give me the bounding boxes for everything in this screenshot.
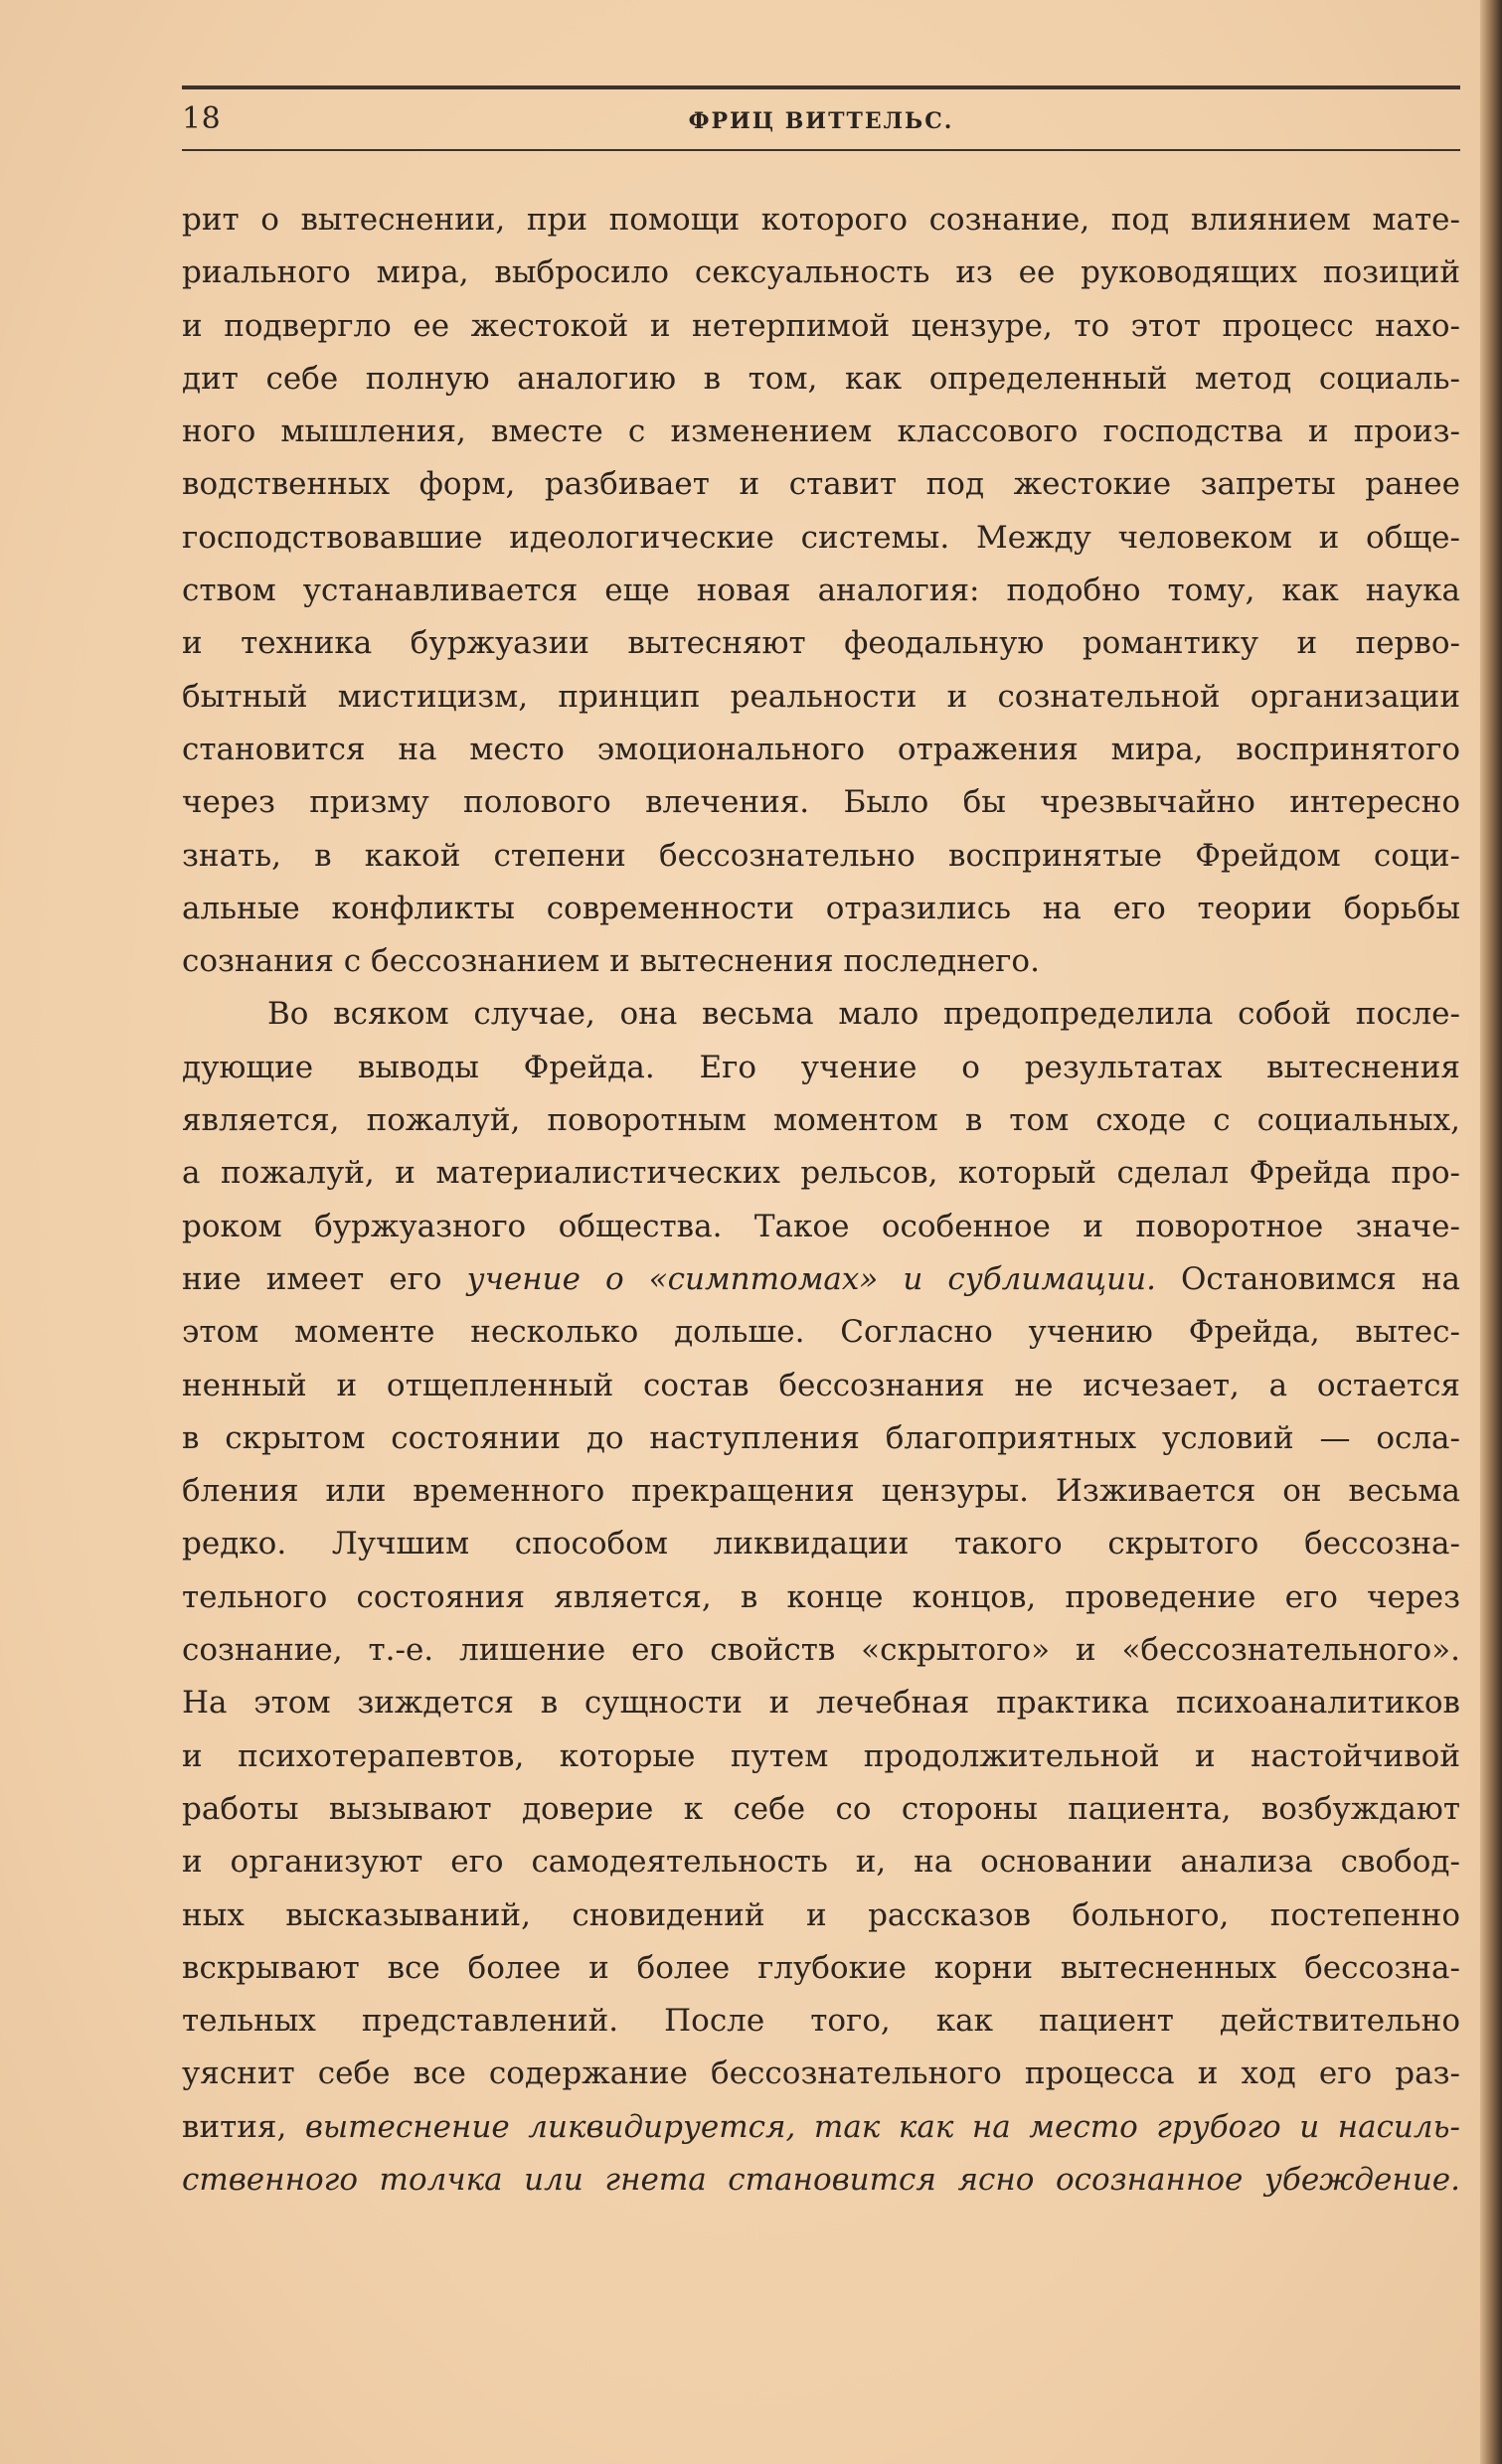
text-line: становится на место эмоционального отражения мира, воспринятого	[182, 731, 1460, 767]
text-line: роком буржуазного общества. Такое особенное и поворотное значе-	[182, 1208, 1460, 1244]
text-line: и техника буржуазии вытесняют феодальную романтику и перво-	[182, 625, 1460, 662]
text-line: Во всяком случае, она весьма мало предопределила собой после-	[267, 996, 1460, 1033]
text-line: дующие выводы Фрейда. Его учение о результатах вытеснения	[182, 1049, 1460, 1085]
text-line: а пожалуй, и материалистических рельсов, который сделал Фрейда про-	[182, 1155, 1460, 1192]
text-line: дит себе полную аналогию в том, как определенный метод социаль-	[182, 360, 1460, 397]
text-line: и организуют его самодеятельность и, на основании анализа свобод-	[182, 1844, 1460, 1881]
italic-phrase: вытеснение ликвидируется, так как на место грубого и насиль-	[304, 2108, 1460, 2145]
text-line: бления или временного прекращения цензуры. Изживается он весьма	[182, 1473, 1460, 1510]
text-line: уяснит себе все содержание бессознательного процесса и ход его раз-	[182, 2055, 1460, 2092]
italic-phrase: учение о «симптомах» и сублимации.	[466, 1260, 1156, 1297]
text-line: альные конфликты современности отразились на его теории борьбы	[182, 890, 1460, 926]
paragraph-1	[182, 194, 1460, 988]
text-line: тельного состояния является, в конце концов, проведение его через	[182, 1578, 1460, 1615]
text-line: этом моменте несколько дольше. Согласно учению Фрейда, вытес-	[182, 1314, 1460, 1351]
body-text	[182, 194, 1460, 2207]
text-line: ных высказываний, сновидений и рассказов больного, постепенно	[182, 1896, 1460, 1933]
text-line: в скрытом состоянии до наступления благоприятных условий — осла-	[182, 1419, 1460, 1456]
text-line: бытный мистицизм, принцип реальности и сознательной организации	[182, 678, 1460, 715]
text-line: вскрывают все более и более глубокие корни вытесненных бессозна-	[182, 1949, 1460, 1986]
running-head: ФРИЦ ВИТТЕЛЬС.	[688, 108, 954, 134]
text-line: ненный и отщепленный состав бессознания не исчезает, а остается	[182, 1367, 1460, 1403]
italic-phrase: ственного толчка или гнета становится ясно осознанное убеждение.	[182, 2161, 1460, 2198]
text-line: На этом зиждется в сущности и лечебная практика психоаналитиков	[182, 1685, 1460, 1722]
text-line: является, пожалуй, поворотным моментом в том сходе с социальных,	[182, 1102, 1460, 1139]
text-line: через призму полового влечения. Было бы чрезвычайно интересно	[182, 784, 1460, 821]
text-line: ного мышления, вместе с изменением классового господства и произ-	[182, 413, 1460, 450]
text-line: рит о вытеснении, при помощи которого сознание, под влиянием мате-	[182, 202, 1460, 238]
paragraph-2	[182, 988, 1460, 2207]
text-line: тельных представлений. После того, как пациент действительно	[182, 2003, 1460, 2040]
text-line: ством устанавливается еще новая аналогия: подобно тому, как наука	[182, 573, 1460, 609]
text-line: знать, в какой степени бессознательно воспринятые Фрейдом соци-	[182, 837, 1460, 874]
text-line: сознание, т.-е. лишение его свойств «скрытого» и «бессознательного».	[182, 1632, 1460, 1669]
text-line: работы вызывают доверие к себе со стороны пациента, возбуждают	[182, 1790, 1460, 1827]
text-line: господствовавшие идеологические системы. Между человеком и обще-	[182, 519, 1460, 556]
text-line: и психотерапевтов, которые путем продолжительной и настойчивой	[182, 1737, 1460, 1774]
text-line: редко. Лучшим способом ликвидации такого скрытого бессозна-	[182, 1526, 1460, 1562]
page-edge-shadow	[1480, 0, 1502, 2464]
text-line: и подвергло ее жестокой и нетерпимой цензуре, то этот процесс нахо-	[182, 307, 1460, 344]
header-rule-top	[182, 85, 1460, 89]
page-number: 18	[182, 101, 222, 136]
header-rule-bottom	[182, 149, 1460, 151]
text-line: вития, вытеснение ликвидируется, так как на место грубого и насиль-	[182, 2108, 1460, 2145]
text-line: водственных форм, разбивает и ставит под жестокие запреты ранее	[182, 466, 1460, 503]
page-header	[182, 85, 1460, 153]
text-line: риального мира, выбросило сексуальность из ее руководящих позиций	[182, 254, 1460, 291]
text-line	[182, 2154, 1460, 2207]
text-line: сознания с бессознанием и вытеснения последнего.	[182, 943, 1040, 980]
text-line: ние имеет его учение о «симптомах» и сублимации. Остановимся на	[182, 1260, 1460, 1297]
